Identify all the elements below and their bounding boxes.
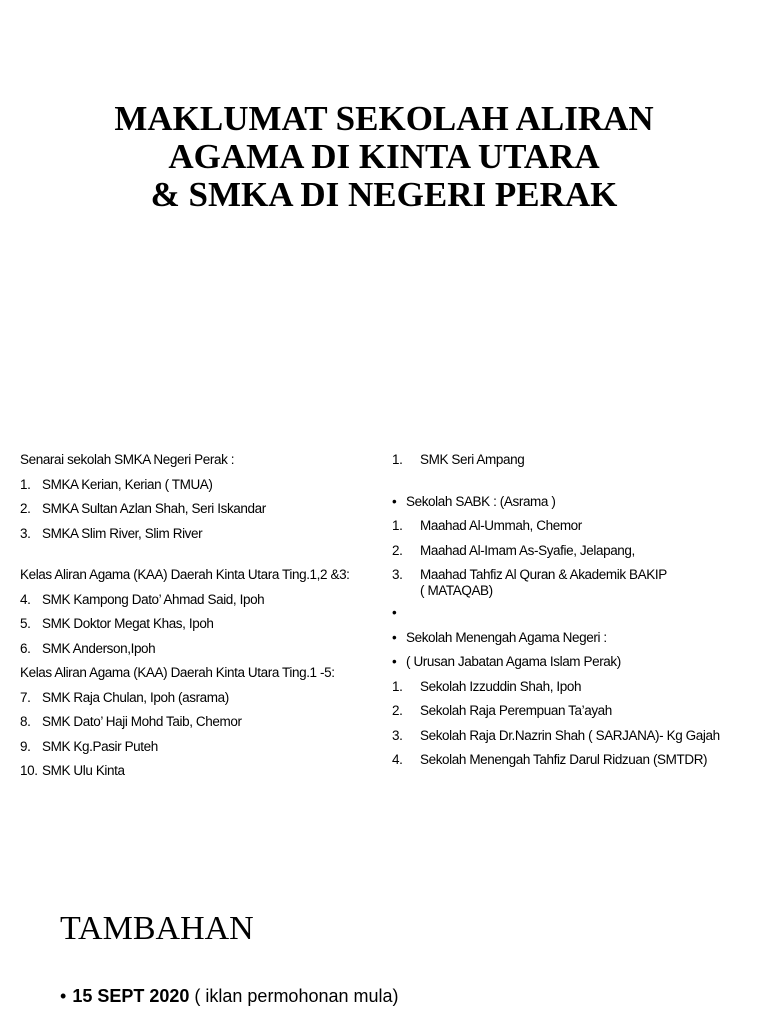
page-title — [0, 100, 768, 214]
list-item: 2. SMKA Sultan Azlan Shah, Seri Iskandar — [20, 501, 266, 516]
list-item: 9. SMK Kg.Pasir Puteh — [20, 738, 158, 754]
list-item: 1. SMK Seri Ampang — [392, 452, 525, 467]
smka-heading: Senarai sekolah SMKA Negeri Perak : — [20, 452, 235, 467]
tambahan-text: ( iklan permohonan mula) — [189, 986, 399, 1006]
tambahan-item — [60, 986, 399, 1007]
list-item: 4. SMK Kampong Dato’ Ahmad Said, Ipoh — [20, 591, 265, 607]
tambahan-heading: TAMBAHAN — [60, 910, 254, 947]
sman-subheading: • ( Urusan Jabatan Agama Islam Perak) — [392, 654, 621, 669]
bullet-icon: • — [392, 629, 397, 645]
list-item: 2. Maahad Al-Imam As-Syafie, Jelapang, — [392, 542, 635, 558]
empty-bullet — [392, 605, 762, 630]
list-item: 1. Maahad Al-Ummah, Chemor — [392, 518, 582, 533]
list-item: 3. Sekolah Raja Dr.Nazrin Shah ( SARJANA)- Kg Gajah — [392, 727, 720, 743]
bullet-icon: • — [392, 654, 397, 669]
title-line-3: & SMKA DI NEGERI PERAK — [150, 175, 618, 214]
list-item: 6. SMK Anderson,Ipoh — [20, 640, 156, 656]
list-item: 3. Maahad Tahfiz Al Quran & Akademik BAKIP ( MATAQAB) — [392, 567, 667, 598]
right-column — [392, 452, 762, 777]
list-item: 1. SMKA Kerian, Kerian ( TMUA) — [20, 476, 213, 492]
left-column — [20, 452, 380, 788]
list-item: 10. SMK Ulu Kinta — [20, 763, 125, 778]
bullet-icon: • — [60, 986, 67, 1006]
sman-heading: • Sekolah Menengah Agama Negeri : — [392, 629, 607, 645]
bullet-icon: • — [392, 605, 397, 620]
list-item: 4. Sekolah Menengah Tahfiz Darul Ridzuan (SMTDR) — [392, 752, 708, 767]
list-item: 7. SMK Raja Chulan, Ipoh (asrama) — [20, 689, 229, 705]
bullet-icon: • — [392, 493, 397, 509]
list-item: 3. SMKA Slim River, Slim River — [20, 525, 203, 541]
list-item: 5. SMK Doktor Megat Khas, Ipoh — [20, 616, 214, 631]
sabk-heading: • Sekolah SABK : (Asrama ) — [392, 493, 556, 509]
kaa2-heading: Kelas Aliran Agama (KAA) Daerah Kinta Utara Ting.1 -5: — [20, 665, 335, 680]
tambahan-date: 15 SEPT 2020 — [72, 986, 190, 1006]
list-item: 1. Sekolah Izzuddin Shah, Ipoh — [392, 678, 582, 694]
title-line-2: AGAMA DI KINTA UTARA — [168, 137, 600, 176]
title-line-1: MAKLUMAT SEKOLAH ALIRAN — [114, 99, 654, 138]
list-item: 2. Sekolah Raja Perempuan Ta’ayah — [392, 703, 612, 718]
list-item: 8. SMK Dato’ Haji Mohd Taib, Chemor — [20, 714, 242, 729]
kaa1-heading: Kelas Aliran Agama (KAA) Daerah Kinta Utara Ting.1,2 &3: — [20, 567, 350, 582]
